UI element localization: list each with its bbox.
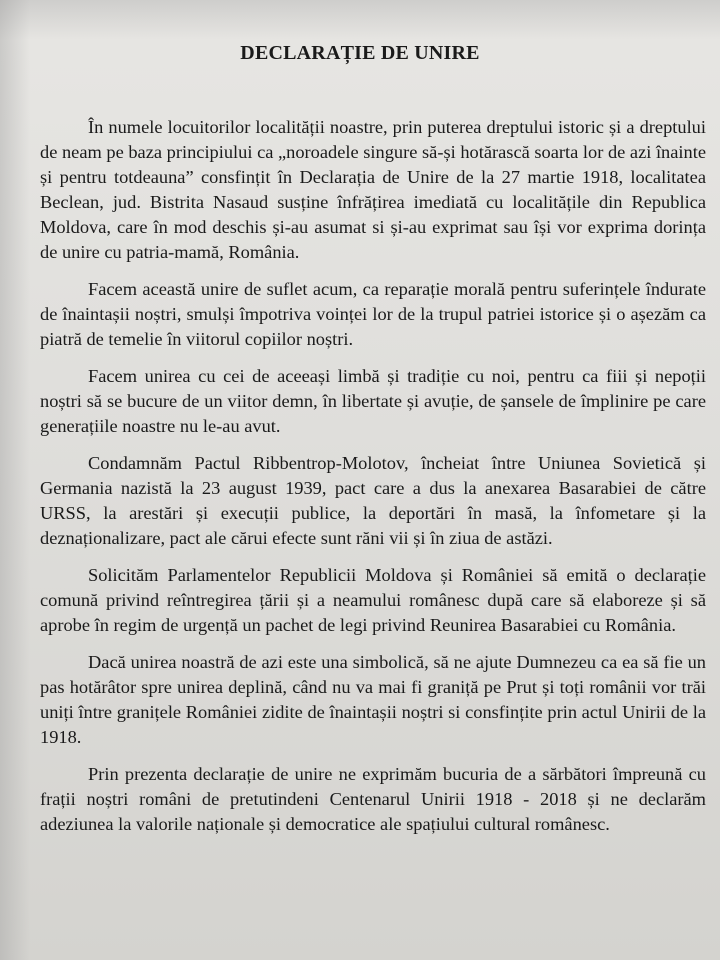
paragraph-6: Dacă unirea noastră de azi este una simbolică, să ne ajute Dumnezeu ca ea să fie un pas hotărâtor spre unirea deplină, când nu va mai fi graniță pe Prut și toți românii vor trăi uniți între granițele României zidite de înaintașii noștri si consfințite prin actul Unirii de la 1918.	[40, 652, 706, 747]
paragraph-2: Facem această unire de suflet acum, ca reparație morală pentru suferințele îndurate de înaintașii noștri, smulși împotriva voinței lor de la trupul patriei istorice și o așezăm ca piatră de temelie în viitorul copiilor noștri.	[40, 279, 706, 349]
page-shadow-left	[0, 0, 30, 960]
document-body	[40, 115, 706, 849]
paragraph-1: În numele locuitorilor localității noastre, prin puterea dreptului istoric și a dreptului de neam pe baza principiului ca „noroadele singure să-și hotărască soarta lor de azi înainte și pentru totdeauna” consfințit în Declarația de Unire de la 27 martie 1918, localitatea Beclean, jud. Bistrita Nasaud susține înfrățirea imediată cu localitățile din Republica Moldova, care în mod deschis și-au asumat si și-au exprimat sau își vor exprima dorința de unire cu patria-mamă, România.	[40, 117, 706, 262]
paragraph-4: Condamnăm Pactul Ribbentrop-Molotov, încheiat între Uniunea Sovietică și Germania nazistă la 23 august 1939, pact care a dus la anexarea Basarabiei de către URSS, la arestări și execuții publice, la deportări în masă, la înfometare și la deznaționalizare, pact ale cărui efecte sunt răni vii și în ziua de astăzi.	[40, 453, 706, 548]
page-shadow-top	[0, 0, 720, 40]
paragraph-5: Solicităm Parlamentelor Republicii Moldova și României să emită o declarație comună privind reîntregirea țării și a neamului românesc după care să elaboreze și să aprobe în regim de urgență un pachet de legi privind Reunirea Basarabiei cu România.	[40, 565, 706, 635]
paragraph-7: Prin prezenta declarație de unire ne exprimăm bucuria de a sărbători împreună cu frații noștri români de pretutindeni Centenarul Unirii 1918 - 2018 și ne declarăm adeziunea la valorile naționale și democratice ale spațiului cultural românesc.	[40, 764, 706, 834]
paragraph-3: Facem unirea cu cei de aceeași limbă și tradiție cu noi, pentru ca fiii și nepoții noștri să se bucure de un viitor demn, în libertate și avuție, de șansele de împlinire pe care generațiile noastre nu le-au avut.	[40, 366, 706, 436]
document-title: DECLARAȚIE DE UNIRE	[240, 42, 480, 64]
